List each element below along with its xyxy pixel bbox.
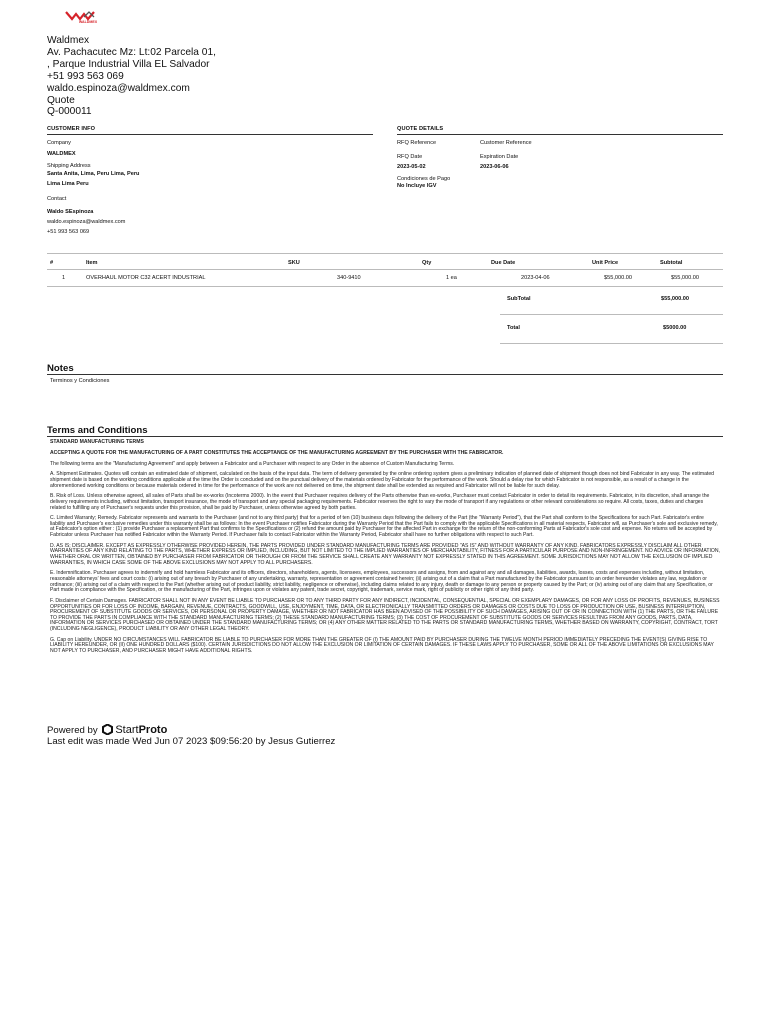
expiration-date-label: Expiration Date [480, 154, 519, 160]
rfq-reference-label: RFQ Reference [397, 140, 437, 146]
col-header-qty: Qty [422, 260, 432, 266]
terms-intro: The following terms are the "Manufacturing Agreement" and apply between a Fabricator and a Purchaser with respect to any Order in the absence of Custom Manufacturing Terms. [50, 460, 455, 467]
table-top-rule [47, 253, 723, 254]
quote-details-title: QUOTE DETAILS [397, 126, 444, 132]
terms-intro-bold: ACCEPTING A QUOTE FOR THE MANUFACTURING OF A PART CONSTITUTES THE ACCEPTANCE OF THE MANUFACTURING AGREEMENT BY THE PURCHASER WITH THE FABRICATOR. [50, 449, 504, 456]
startproto-logo-icon [102, 724, 113, 735]
total-rule [500, 343, 723, 344]
col-header-sku: SKU [288, 260, 300, 266]
row-unit-price: $55,000.00 [604, 275, 632, 281]
shipping-line1: Santa Anita, Lima, Peru Lima, Peru [47, 171, 140, 177]
company-label: Company [47, 140, 71, 146]
payment-terms-value: No Incluye IGV [397, 183, 437, 189]
notes-text: Terminos y Condiciones [50, 378, 110, 384]
company-address-line1: Av. Pachacutec Mz: Lt:02 Parcela 01, [47, 46, 216, 58]
customer-info-title: CUSTOMER INFO [47, 126, 96, 132]
subtotal-value: $55,000.00 [661, 296, 689, 302]
rfq-date-label: RFQ Date [397, 154, 423, 160]
subtotal-rule [500, 314, 723, 315]
expiration-date-value: 2023-06-06 [480, 164, 509, 170]
powered-by-label: Powered by [47, 725, 98, 736]
row-subtotal: $55,000.00 [671, 275, 699, 281]
total-value: $5000.00 [663, 325, 687, 331]
company-email[interactable]: waldo.espinoza@waldmex.com [47, 82, 190, 94]
last-edit-note: Last edit was made Wed Jun 07 2023 $09:56:20 by Jesus Gutierrez [47, 736, 336, 747]
terms-rule [47, 436, 723, 437]
col-header-due-date: Due Date [491, 260, 516, 266]
contact-phone: +51 993 563 069 [47, 229, 90, 235]
shipping-label: Shipping Address [47, 163, 91, 169]
logo-wordmark: WALDMEX [78, 20, 98, 24]
row-qty: 1 ea [446, 275, 457, 281]
quote-details-rule [397, 134, 723, 135]
startproto-brand-start: Start [115, 724, 139, 736]
row-number: 1 [62, 275, 66, 281]
terms-title: Terms and Conditions [47, 425, 148, 436]
notes-title: Notes [47, 363, 74, 374]
col-header-unit-price: Unit Price [592, 260, 619, 266]
contact-label: Contact [47, 196, 67, 202]
powered-by [47, 724, 167, 736]
terms-clause-e: E. Indemnification. Purchaser agrees to indemnify and hold harmless Fabricator and its officers, directors, shareholders, agents, licensees, employees, successors and assigns, from and against any and all damages, liabilities, awards, losses, costs and expenses including, without limitation, reasonable attorneys' fees and court costs: (i) arising out of any breach by Purchaser of any undertaking, warranty, representation or agreement contained herein; (ii) arising out of a claim that a Part manufactured by the Fabricator pursuant to an order hereunder violates any law, regulation or ordinance; (iii) arising out of a claim with respect to the Part (whether arising out of product liability, strict liability, negligence or otherwise), including claims related to any injury, death or damage to any person or property caused by the Part; or (iv) arising out of any claim that any Specification, or Part made in compliance with the Specification, or the manufacturing of the Part, infringes upon or violates any patent, trade secret, copyright, trademark, service mark, right of publicity or other right of any third party. [50, 570, 713, 594]
customer-reference-label: Customer Reference [480, 140, 532, 146]
quote-number: Q-000011 [47, 106, 92, 118]
startproto-brand-proto: Proto [138, 724, 168, 736]
company-value: WALDMEX [47, 151, 76, 157]
terms-clause-d: D. AS IS; DISCLAIMER. EXCEPT AS EXPRESSLY OTHERWISE PROVIDED HEREIN, THE PARTS PROVIDED UNDER STANDARD MANUFACTURING TERMS ARE PROVIDED "AS IS" AND WITHOUT WARRANTY OF ANY KIND. FABRICATORS EXPRESSLY DISCLAIM ALL OTHER WARRANTIES OF ANY KIND RELATING TO THE PARTS, WHETHER EXPRESS OR IMPLIED, INCLUDING, BUT NOT LIMITED TO THE IMPLIED WARRANTIES OF MERCHANTABILITY, FITNESS FOR A PARTICULAR PURPOSE AND NON-INFRINGEMENT. NO ADVICE OR INFORMATION, WHETHER ORAL OR WRITTEN, OBTAINED BY PURCHASER FROM FABRICATOR OR THROUGH OR FROM THE SERVICE SHALL CREATE ANY WARRANTY NOT EXPRESSLY STATED IN THIS AGREEMENT. SOME JURISDICTIONS MAY NOT ALLOW THE EXCLUSION OF IMPLIED WARRANTIES, IN WHICH CASE SOME OF THE ABOVE EXCLUSIONS MAY NOT APPLY TO ALL PURCHASERS. [50, 542, 720, 566]
waldmex-logo-icon [62, 10, 114, 24]
terms-heading: STANDARD MANUFACTURING TERMS [50, 439, 144, 445]
rfq-date-value: 2023-05-02 [397, 164, 426, 170]
table-row-rule [47, 286, 723, 287]
company-address-line2: , Parque Industrial Villa EL Salvador [47, 58, 210, 70]
terms-clause-c: C. Limited Warranty; Remedy. Fabricator represents and warrants to the Purchaser (and not to any third party) that for a period of ten (10) business days following the delivery of the Part (the "Warranty Period"), that the Part shall conform to the Specifications for such Part. Fabricator's entire liability and Purchaser's exclusive remedies under this warranty shall be as follows: In the event Purchaser notifies Fabricator during the Warranty Period that the Part fails to comply with the applicable Specifications in all material respects, Fabricator will, as Purchaser's sole and exclusive remedy, at Fabricator's option either : (1) provide Purchaser a replacement Part that confirms to the Specifications or (2) refund the amount paid by Purchaser for the affected Part in exchange for the return of the non-conforming Parts at Fabricator's sole cost and expense. No returns will be accepted by Fabricator unless Purchaser has notified Fabricator within the Warranty Period. If Purchaser fails to contact Fabricator within the Warranty Period, Fabricator shall have no further obligations with respect to such Part. [50, 515, 718, 539]
row-sku: 340-9410 [337, 275, 361, 281]
payment-terms-label: Condiciones de Pago [397, 176, 451, 182]
terms-body [50, 440, 720, 660]
total-label: Total [507, 325, 520, 331]
company-name: Waldmex [47, 35, 90, 46]
table-header-rule [47, 269, 723, 270]
notes-rule [47, 374, 723, 375]
row-item: OVERHAUL MOTOR C32 ACERT INDUSTRIAL [86, 275, 206, 281]
company-header [47, 35, 216, 118]
shipping-line2: Lima Lima Peru [47, 181, 89, 187]
contact-email[interactable]: waldo.espinoza@waldmex.com [47, 219, 126, 225]
col-header-item: Item [86, 260, 98, 266]
col-header-number: # [50, 260, 54, 266]
row-due-date: 2023-04-06 [521, 275, 550, 281]
col-header-subtotal: Subtotal [660, 260, 683, 266]
document-type: Quote [47, 94, 75, 106]
company-logo [62, 10, 114, 24]
contact-name: Waldo SEspinoza [47, 209, 94, 215]
customer-info-rule [47, 134, 373, 135]
terms-clause-a: A. Shipment Estimates. Quotes will contain an estimated date of shipment, calculated on the basis of the input data. The term of delivery generated by the online ordering system gives a preliminary indication of planned date of shipment though does not bind Fabricator in any way. The estimated shipment date is based on the working conditions applicable at the time the Order is concluded and on the punctual delivery of the materials ordered by Fabricator for the performance of the work. Should a delay rise for which Fabricator is not responsible, as a result of a change in the aforementioned working conditions or because materials ordered in time for the performance of the work are not delivered on time, the shipment date shall be extended as required and Fabricator will not be liable for such delay. [50, 471, 714, 489]
company-phone: +51 993 563 069 [47, 70, 124, 82]
terms-clause-f: F. Disclaimer of Certain Damages. FABRICATOR SHALL NOT IN ANY EVENT BE LIABLE TO PURCHASER OR TO ANY THIRD PARTY FOR ANY INDIRECT, INCIDENTAL, CONSEQUENTIAL, SPECIAL OR EXEMPLARY DAMAGES, OR FOR ANY LOSS OF PROFITS, REVENUES, BUSINESS OPPORTUNITIES OR FOR LOSS OF INCOME, BARGAIN, REVENUE, CONTRACTS, GOODWILL, USE, ENJOYMENT, TIME, DATA, OR ELECTRONICALLY TRANSMITTED ORDERS OR DAMAGES OR COSTS DUE TO LOSS OF PRODUCTION OR USE, BUSINESS INTERRUPTION, PROCUREMENT OF SUBSTITUTE GOODS OR SERVICES, OR PERSONAL OR PROPERTY DAMAGE, WHETHER OR NOT FABRICATOR HAS BEEN ADVISED OF THE POSSIBILITY OF SUCH DAMAGES, ARISING OUT OF OR IN CONNECTION WITH (1) THE PARTS, OR THE FAILURE TO PROVIDE THE PARTS IN COMPLIANCE WITH THE STANDARD MANUFACTURING TERMS; (2) THESE STANDARD MANUFACTURING TERMS; (3) THE COST OF PROCUREMENT OF SUBSTITUTE GOODS OR SERVICES RESULTING FROM ANY GOODS, PARTS, DATA, INFORMATION OR SERVICES PURCHASED OR OBTAINED UNDER THE STANDARD MANUFACTURING TERMS; OR (4) ANY OTHER MATTER RELATED TO THE PARTS OR STANDARD MANUFACTURING TERMS, WHETHER BASED ON WARRANTY, COPYRIGHT, CONTRACT, TORT (INCLUDING NEGLIGENCE), PRODUCT LIABILITY OR ANY OTHER LEGAL THEORY. [50, 597, 720, 632]
subtotal-label: SubTotal [507, 296, 531, 302]
terms-clause-g: G. Cap on Liability. UNDER NO CIRCUMSTANCES WILL FABRICATOR BE LIABLE TO PURCHASER FOR MORE THAN THE GREATER OF (I) THE AMOUNT PAID BY PURCHASER DURING THE TWELVE MONTH PERIOD IMMEDIATELY PRECEDING THE EVENT(S) GIVING RISE TO LIABILITY HEREUNDER, OR (II) ONE HUNDRED DOLLARS ($100). CERTAIN JURISDICTIONS DO NOT ALLOW THE EXCLUSION OR LIMITATION OF CERTAIN DAMAGES. IF THESE LAWS APPLY TO PURCHASER, SOME OR ALL OF THE ABOVE LIMITATIONS OR EXCLUSIONS MAY NOT APPLY TO PURCHASER, AND PURCHASER MIGHT HAVE ADDITIONAL RIGHTS. [50, 636, 714, 654]
terms-clause-b: B. Risk of Loss. Unless otherwise agreed, all sales of Parts shall be ex-works (Incoterms 2000). In the event that Purchaser requires delivery of the Parts otherwise than ex-works, Purchaser must contact Fabricator in order to detail its requirements. Fabricator, in its discretion, shall arrange the delivery requirements including, without limitation, transport insurance, the mode of transport and any special packaging requirements. Fabricator reserves the right to vary the mode of transport if any regulations or other relevant considerations so require. All costs, taxes, duties and charges related to fulfilling any of Purchaser's requests under this provision, shall be paid by Purchaser, unless otherwise agreed by both parties. [50, 493, 710, 511]
